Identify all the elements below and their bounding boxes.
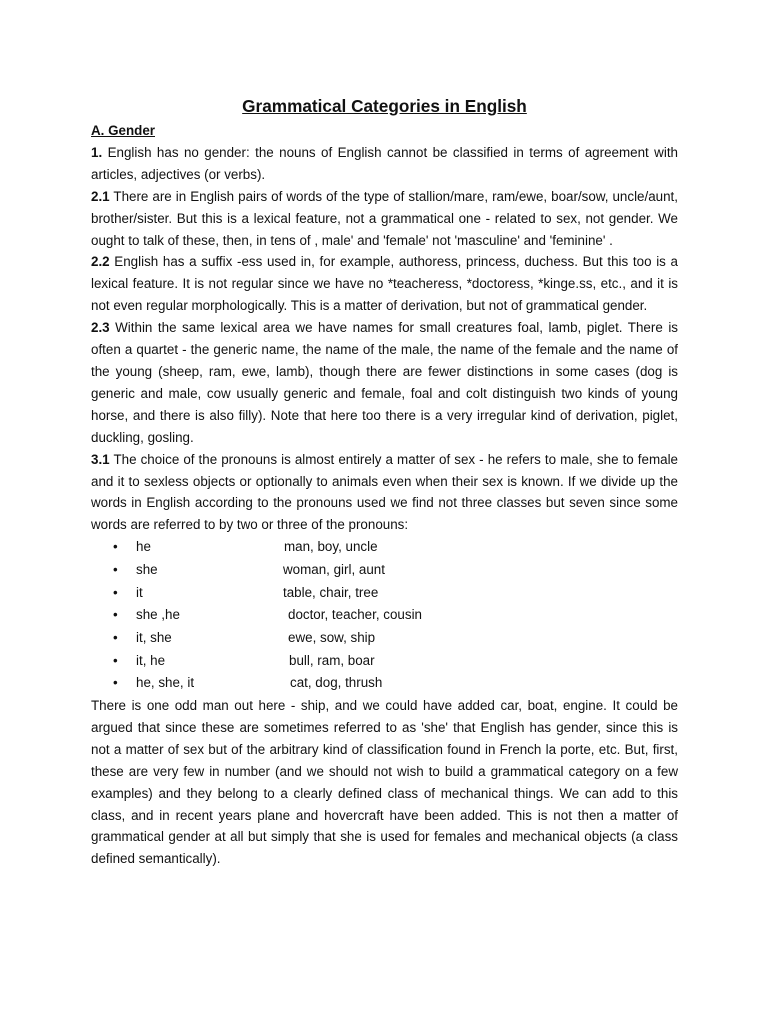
example-words: table, chair, tree (283, 584, 379, 600)
bullet-icon: • (113, 539, 118, 555)
example-words: doctor, teacher, cousin (288, 607, 422, 623)
pronoun-set: he, she, it (136, 675, 195, 691)
pronoun-list (91, 536, 678, 695)
pronoun-set: it (136, 584, 143, 600)
list-item (91, 672, 678, 695)
example-words: cat, dog, thrush (290, 675, 383, 691)
bullet-icon: • (113, 607, 118, 623)
list-item (91, 559, 678, 582)
bullet-icon: • (113, 561, 118, 577)
paragraph-text: Within the same lexical area we have names for small creatures foal, lamb, piglet. There is often a quartet - the generic name, the name of the male, the name of the female and the name of the young (sheep, ram, ewe, lamb), though there are fewer distinctions in some cases (dog is generic and male, cow usually generic and female, foal and colt distinguish two kinds of young horse, and there is also filly). Note that here too there is a very irregular kind of derivation, piglet, duckling, gosling. (91, 320, 678, 445)
paragraph-2-1 (91, 186, 678, 252)
example-words: woman, girl, aunt (283, 561, 385, 577)
bullet-icon: • (113, 584, 118, 600)
list-item (91, 650, 678, 673)
paragraph-2-3 (91, 317, 678, 448)
list-item (91, 582, 678, 605)
paragraph-3-1 (91, 449, 678, 537)
paragraph-number: 2.3 (91, 320, 110, 336)
paragraph-text: English has a suffix -ess used in, for example, authoress, princess, duchess. But this too is a lexical feature. It is not regular since we have no *teacheress, *doctoress, *kinge.ss, etc., and it is not even regular morphologically. This is a matter of derivation, but not of grammatical gender. (91, 254, 678, 314)
paragraph-number: 2.2 (91, 254, 110, 270)
paragraph-text: The choice of the pronouns is almost entirely a matter of sex - he refers to male, she to female and it to sexless objects or optionally to animals even when their sex is known. If we divide up the words in English according to the pronouns used we find not three classes but seven since some words are referred to by two or three of the pronouns: (91, 451, 678, 533)
paragraph-2-2 (91, 251, 678, 317)
bullet-icon: • (113, 629, 118, 645)
bullet-icon: • (113, 675, 118, 691)
list-item (91, 604, 678, 627)
paragraph-number: 3.1 (91, 451, 110, 467)
pronoun-set: she ,he (136, 607, 180, 623)
pronoun-set: it, she (136, 629, 172, 645)
bullet-icon: • (113, 652, 118, 668)
paragraph-number: 2.1 (91, 188, 110, 204)
section-heading: A. Gender (91, 123, 155, 138)
example-words: bull, ram, boar (289, 652, 375, 668)
pronoun-set: he (136, 539, 151, 555)
example-words: ewe, sow, ship (288, 629, 376, 645)
example-words: man, boy, uncle (284, 539, 378, 555)
list-item (91, 627, 678, 650)
paragraph-1 (91, 142, 678, 186)
pronoun-set: it, he (136, 652, 166, 668)
paragraph-text: English has no gender: the nouns of English cannot be classified in terms of agreement with articles, adjectives (or verbs). (91, 144, 678, 182)
paragraph-text: There are in English pairs of words of the type of stallion/mare, ram/ewe, boar/sow, uncle/aunt, brother/sister. But this is a lexical feature, not a grammatical one - related to sex, not gender. We ought to talk of these, then, in tens of , male' and 'female' not 'masculine' and 'feminine' . (91, 188, 678, 248)
page-title: Grammatical Categories in English (242, 96, 527, 116)
paragraph-number: 1. (91, 144, 103, 160)
closing-paragraph: There is one odd man out here - ship, and we could have added car, boat, engine. It could be argued that since these are sometimes referred to as 'she' that English has gender, since this is not a matter of sex but of the arbitrary kind of classification found in French la porte, etc. But, first, these are very few in number (and we should not wish to build a grammatical category on a few examples) and they belong to a clearly defined class of mechanical things. We can add to this class, and in recent years plane and hovercraft have been added. This is not then a matter of grammatical gender at all but simply that she is used for females and mechanical objects (a class defined semantically). (91, 698, 678, 867)
document-body (91, 93, 678, 870)
pronoun-set: she (136, 561, 158, 577)
list-item (91, 536, 678, 559)
